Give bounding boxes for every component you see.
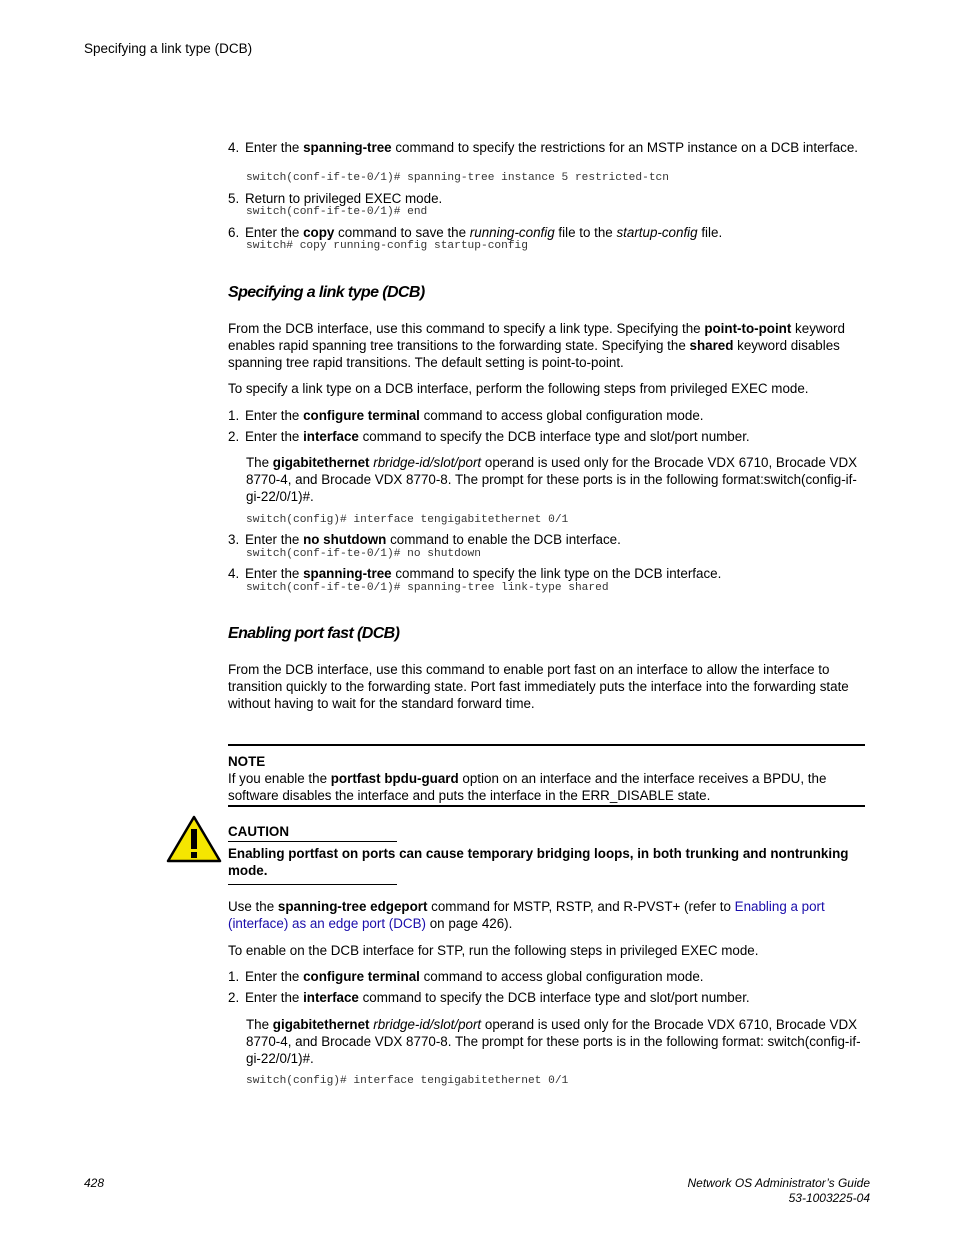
code-line: switch(conf-if-te-0/1)# spanning-tree instance 5 restricted-tcn xyxy=(246,172,669,184)
caution-label: CAUTION xyxy=(228,824,289,839)
cross-reference-link[interactable]: Enabling a port (interface) as an edge port (DCB) xyxy=(228,899,825,931)
paragraph: To enable on the DCB interface for STP, run the following steps in privileged EXEC mode. xyxy=(228,943,759,958)
code-line: switch(config)# interface tengigabitethernet 0/1 xyxy=(246,514,569,526)
paragraph: From the DCB interface, use this command to specify a link type. Specifying the point-to-point keyword enables rapid spanning tree transitions to the forwarding state. Specifying the shared keyword disables spanning tree rapid transitions. The default setting is point-to-point. xyxy=(228,321,845,370)
code-line: switch(conf-if-te-0/1)# end xyxy=(246,206,428,218)
operand-note: The gigabitethernet rbridge-id/slot/port operand is used only for the Brocade VDX 6710, Brocade VDX 8770-4, and Brocade VDX 8770-8. The prompt for these ports is in the following format: switch(config-if-gi-22/0/1)#. xyxy=(246,1017,861,1066)
doc-number: 53-1003225-04 xyxy=(788,1191,870,1205)
code-line: switch# copy running-config startup-config xyxy=(246,240,528,252)
section-heading: Enabling port fast (DCB) xyxy=(228,625,400,642)
section-heading: Specifying a link type (DCB) xyxy=(228,284,425,301)
code-line: switch(conf-if-te-0/1)# spanning-tree link-type shared xyxy=(246,582,609,594)
step-4: 4. Enter the spanning-tree command to specify the restrictions for an MSTP instance on a DCB interface. xyxy=(228,140,859,155)
step-4: 4. Enter the spanning-tree command to specify the link type on the DCB interface. xyxy=(228,566,722,581)
paragraph: From the DCB interface, use this command to enable port fast on an interface to allow the interface to transition quickly to the forwarding state. Port fast immediately puts the interface into the forwarding state without having to wait for the standard forward time. xyxy=(228,662,849,711)
paragraph: Use the spanning-tree edgeport command for MSTP, RSTP, and R-PVST+ (refer to Enabling a port (interface) as an edge port (DCB) on page 426). xyxy=(228,899,825,931)
caution-rule xyxy=(228,884,397,885)
step-3: 3. Enter the no shutdown command to enable the DCB interface. xyxy=(228,532,621,547)
note-top-rule xyxy=(228,744,865,746)
guide-title: Network OS Administrator’s Guide xyxy=(687,1176,870,1190)
step-6: 6. Enter the copy command to save the running-config file to the startup-config file. xyxy=(228,225,723,240)
caution-rule xyxy=(228,841,397,842)
step-1: 1. Enter the configure terminal command to access global configuration mode. xyxy=(228,969,704,984)
code-line: switch(config)# interface tengigabitethernet 0/1 xyxy=(246,1075,569,1087)
caution-text: Enabling portfast on ports can cause temporary bridging loops, in both trunking and nontrunking mode. xyxy=(228,846,849,878)
step-1: 1. Enter the configure terminal command to access global configuration mode. xyxy=(228,408,704,423)
running-header: Specifying a link type (DCB) xyxy=(84,41,253,56)
step-5: 5. Return to privileged EXEC mode. xyxy=(228,191,443,206)
code-line: switch(conf-if-te-0/1)# no shutdown xyxy=(246,548,481,560)
note-bottom-rule xyxy=(228,805,865,807)
paragraph: To specify a link type on a DCB interface, perform the following steps from privileged EXEC mode. xyxy=(228,381,809,396)
operand-note: The gigabitethernet rbridge-id/slot/port operand is used only for the Brocade VDX 6710, Brocade VDX 8770-4, and Brocade VDX 8770-8. The prompt for these ports is in the following format:switch(config-if-gi-22/0/1)#. xyxy=(246,455,858,504)
step-2: 2. Enter the interface command to specify the DCB interface type and slot/port number. xyxy=(228,429,750,444)
note-label: NOTE xyxy=(228,754,266,769)
note-text: If you enable the portfast bpdu-guard option on an interface and the interface receives a BPDU, the software disables the interface and puts the interface in the ERR_DISABLE state. xyxy=(228,771,827,803)
warning-triangle-icon xyxy=(166,815,222,863)
step-2: 2. Enter the interface command to specify the DCB interface type and slot/port number. xyxy=(228,990,750,1005)
page-number: 428 xyxy=(84,1176,105,1190)
